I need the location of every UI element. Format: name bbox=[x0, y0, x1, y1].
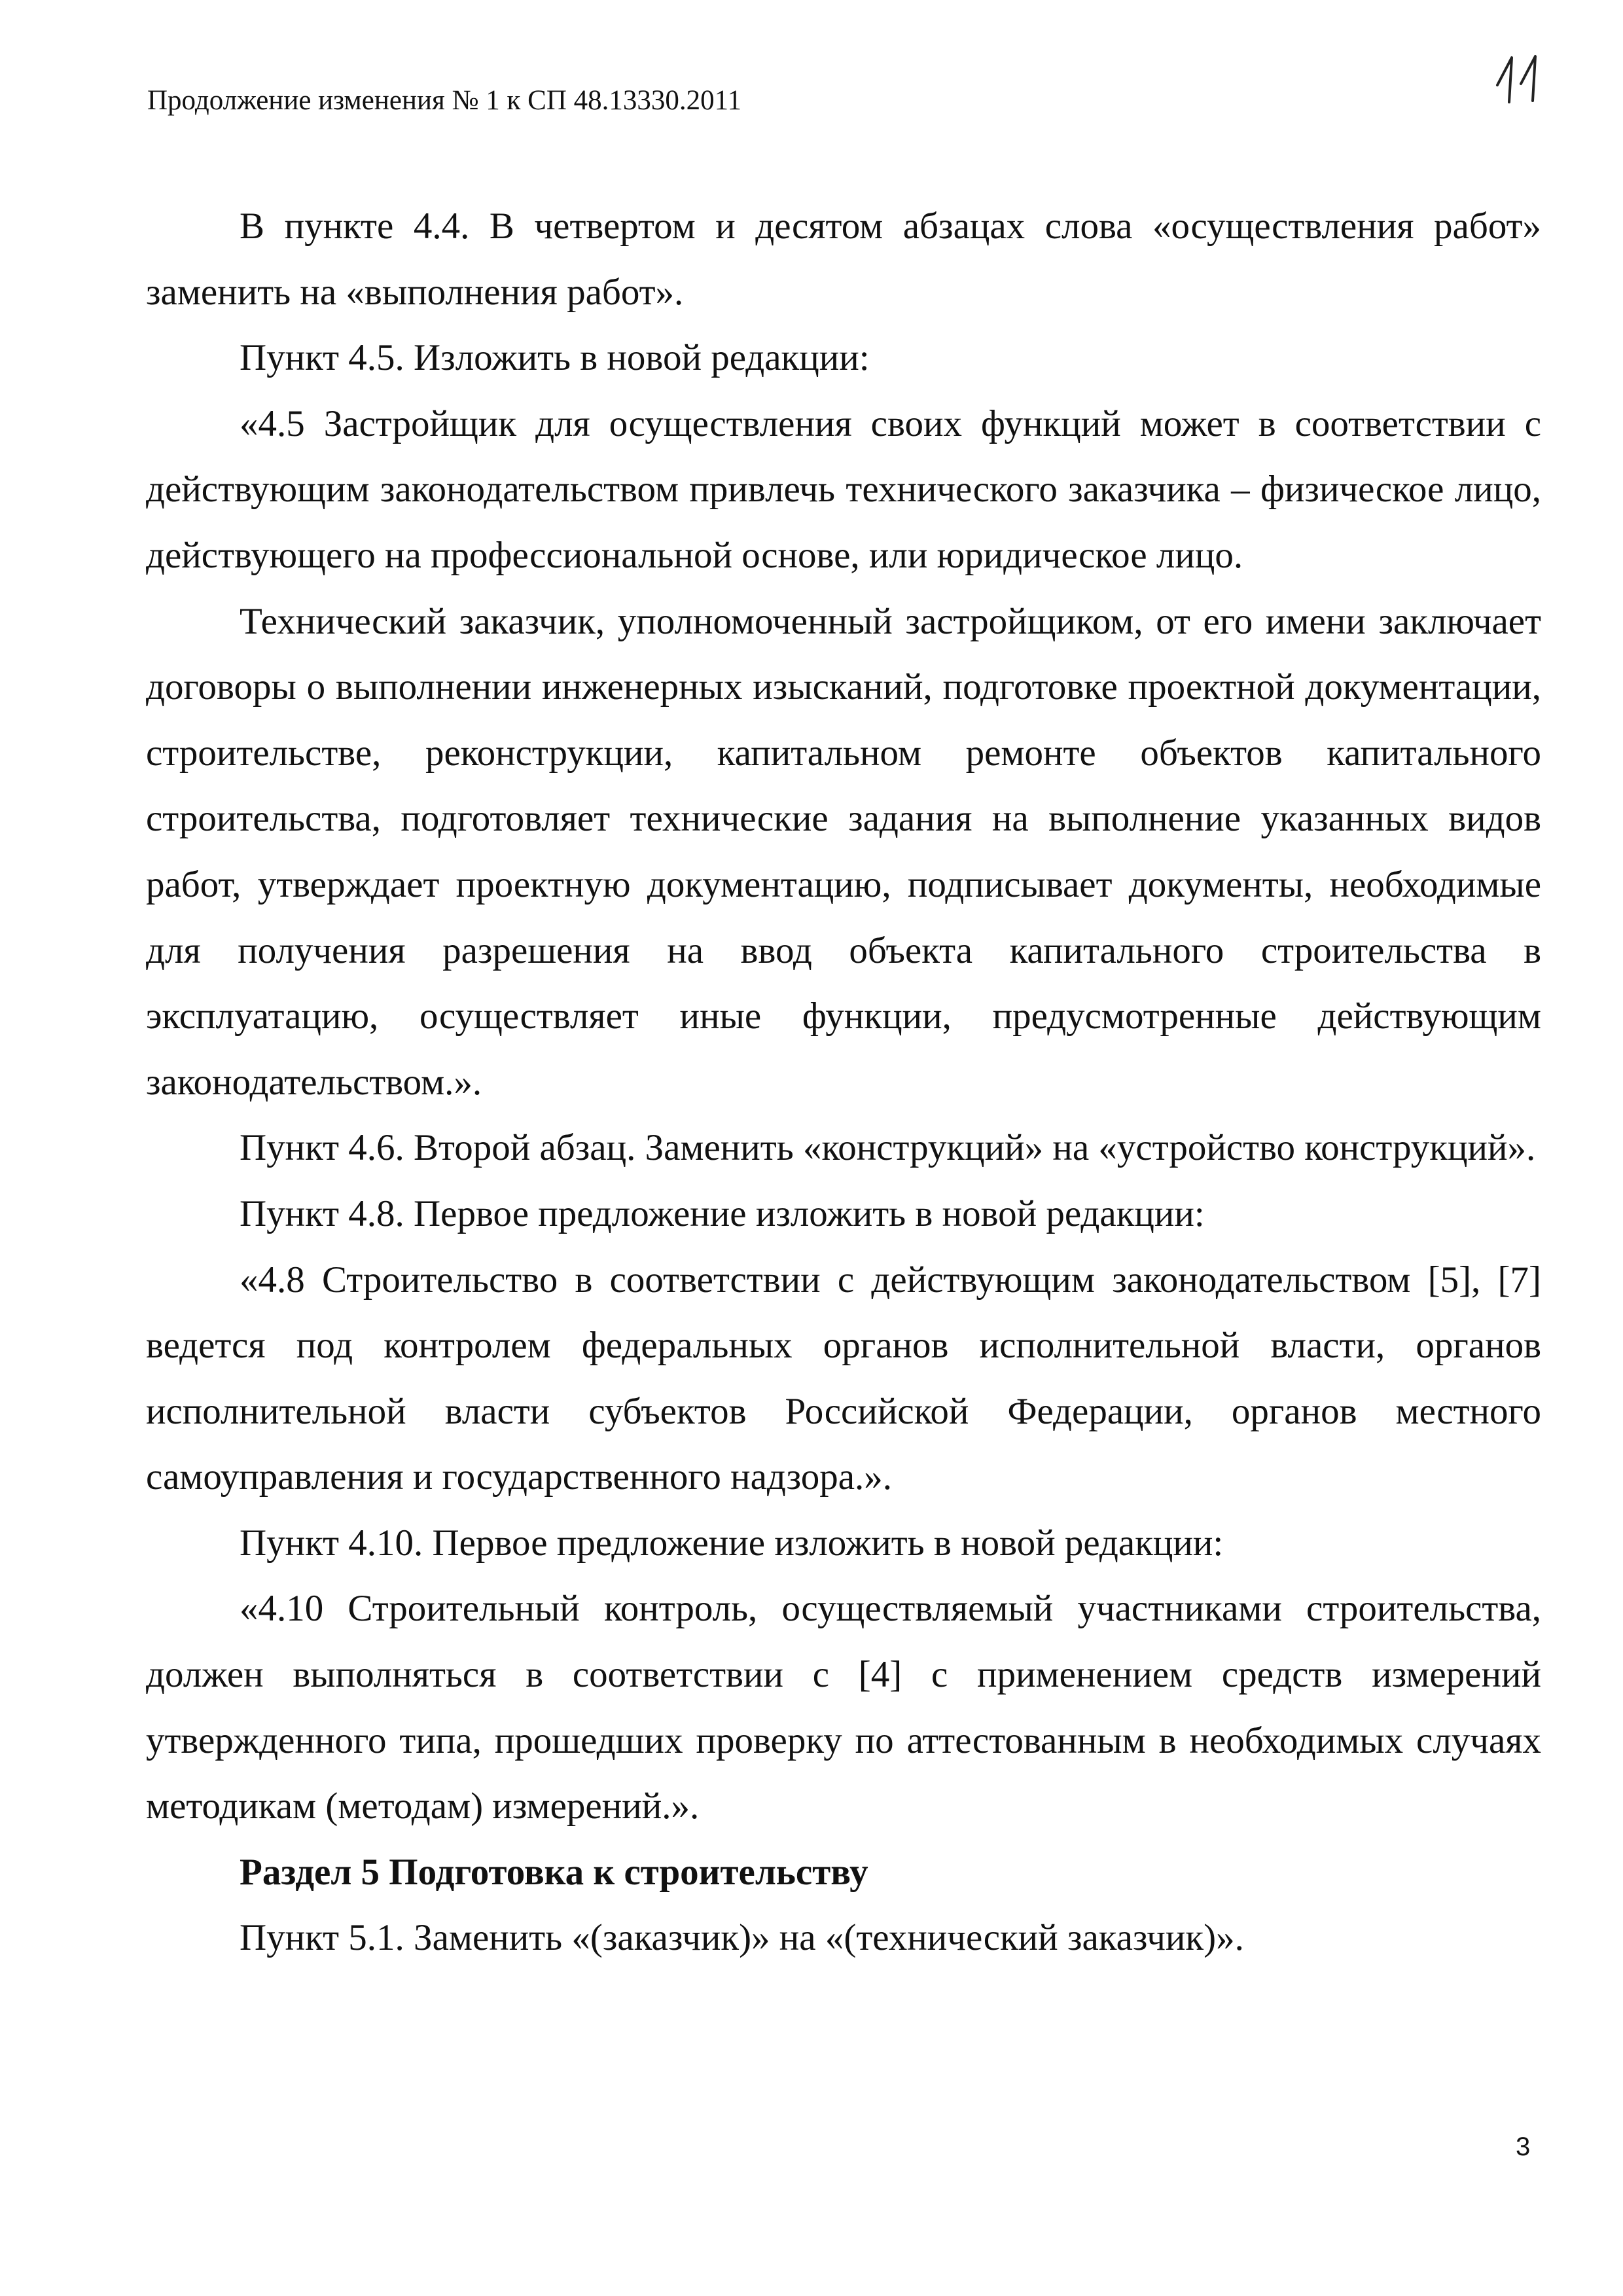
paragraph-4-5-text: «4.5 Застройщик для осуществления своих функций может в соответствии с действующим законодательством привлечь технического заказчика – физическое лицо, действующего на профессиональной основе, или юридическое лицо. bbox=[146, 403, 1541, 576]
paragraph-4-6: Пункт 4.6. Второй абзац. Заменить «конструкций» на «устройство конструкций». bbox=[240, 1127, 1536, 1169]
document-body bbox=[146, 194, 1541, 1971]
paragraph-4-8-text: «4.8 Строительство в соответствии с действующим законодательством [5], [7] ведется под контролем федеральных органов исполнительной власти, органов исполнительной власти субъектов Российской Федерации, органов местного самоуправления и государственного надзора.». bbox=[146, 1259, 1541, 1498]
running-header: Продолжение изменения № 1 к СП 48.13330.2011 bbox=[147, 85, 742, 116]
paragraph-4-10-intro: Пункт 4.10. Первое предложение изложить в новой редакции: bbox=[240, 1522, 1224, 1564]
paragraph-4-8-intro: Пункт 4.8. Первое предложение изложить в новой редакции: bbox=[240, 1193, 1205, 1234]
paragraph-technical-customer: Технический заказчик, уполномоченный застройщиком, от его имени заключает договоры о выполнении инженерных изысканий, подготовке проектной документации, строительстве, реконструкции, капитальном ремонте объектов капитального строительства, подготовляет технические задания на выполнение указанных видов работ, утверждает проектную документацию, подписывает документы, необходимые для получения разрешения на ввод объекта капитального строительства в эксплуатацию, осуществляет иные функции, предусмотренные действующим законодательством.». bbox=[146, 600, 1541, 1103]
page-number: 3 bbox=[1516, 2132, 1531, 2161]
section-heading: Раздел 5 Подготовка к строительству bbox=[240, 1851, 868, 1893]
paragraph-4-4: В пункте 4.4. В четвертом и десятом абзацах слова «осуществления работ» заменить на «выполнения работ». bbox=[146, 206, 1541, 313]
handwritten-page-number bbox=[1492, 51, 1551, 110]
paragraph-4-5-intro: Пункт 4.5. Изложить в новой редакции: bbox=[240, 337, 870, 379]
paragraph-5-1: Пункт 5.1. Заменить «(заказчик)» на «(технический заказчик)». bbox=[240, 1917, 1244, 1959]
paragraph-4-10-text: «4.10 Строительный контроль, осуществляемый участниками строительства, должен выполняться в соответствии с [4] с применением средств измерений утвержденного типа, прошедших проверку по аттестованным в необходимых случаях методикам (методам) измерений.». bbox=[146, 1588, 1541, 1827]
